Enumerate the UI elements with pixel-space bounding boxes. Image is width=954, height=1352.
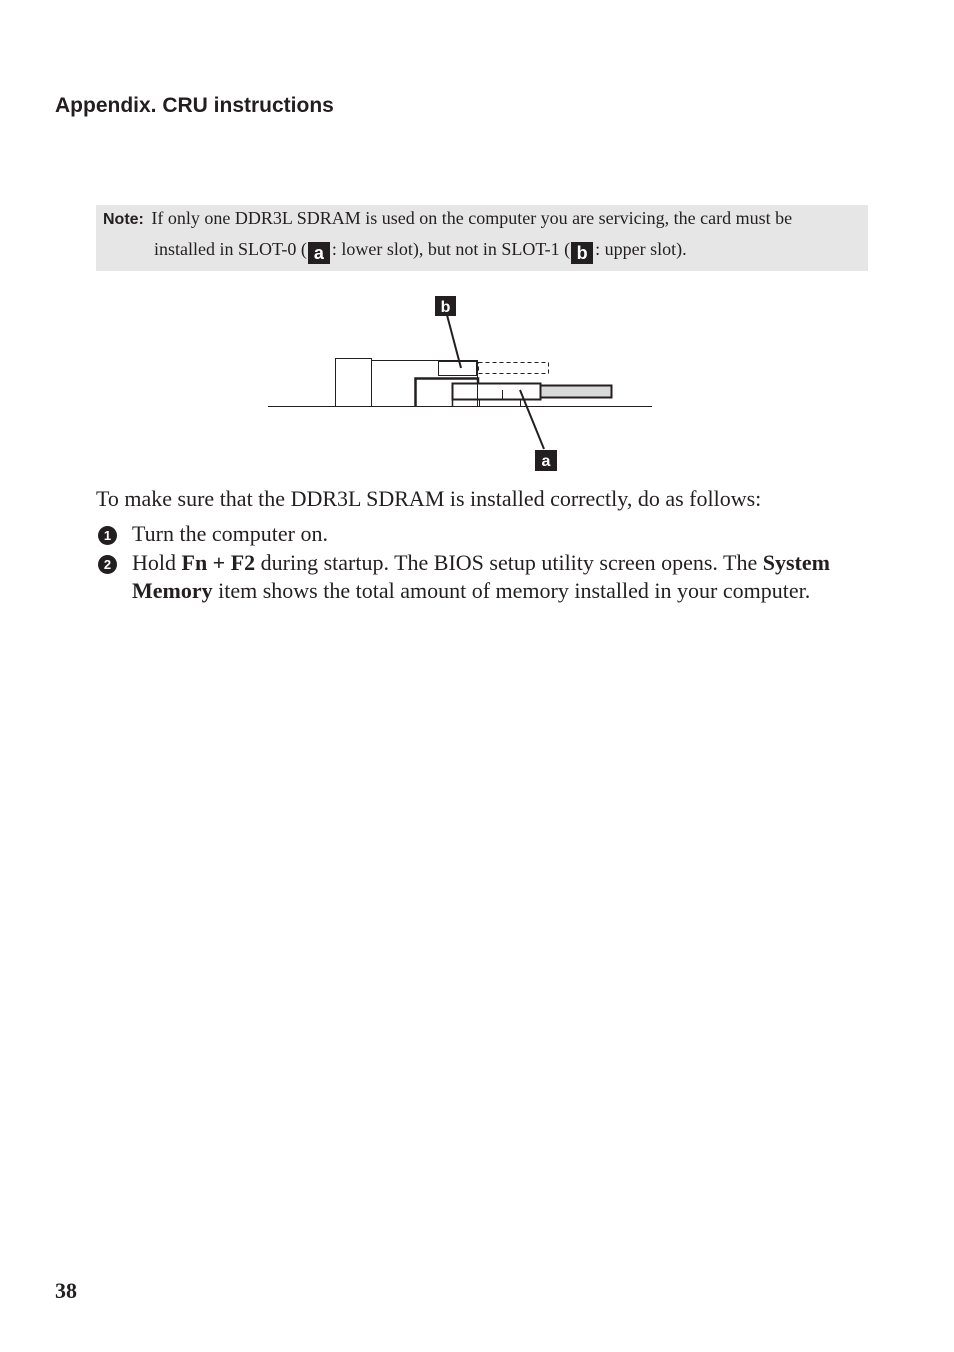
- note-text-2b: : lower slot), but not in SLOT-1 (: [331, 239, 571, 259]
- upper-slot-connector: [439, 362, 477, 376]
- note-box: [96, 205, 868, 271]
- step-number-2-icon: 2: [98, 555, 117, 574]
- section-header: Appendix. CRU instructions: [55, 94, 334, 117]
- step-2-text-a: Hold: [132, 550, 182, 575]
- step-1-text: Turn the computer on.: [132, 521, 328, 546]
- memory-module: [541, 386, 612, 398]
- note-label: Note:: [103, 211, 144, 228]
- badge-b-icon: b: [571, 242, 593, 264]
- step-number-1-icon: 1: [98, 526, 117, 545]
- memory-slot-diagram: [266, 294, 656, 476]
- step-2-item: System Memory: [132, 550, 830, 603]
- chip-block: [480, 400, 521, 407]
- lower-slot-connector: [453, 384, 541, 400]
- step-2-text-b: during startup. The BIOS setup utility screen opens. The: [255, 550, 763, 575]
- note-text-1: If only one DDR3L SDRAM is used on the computer you are servicing, the card must be: [151, 208, 793, 228]
- step-2-key: Fn + F2: [181, 550, 256, 575]
- left-component: [336, 359, 372, 407]
- note-line-2: [154, 239, 687, 264]
- step-2-text: [132, 549, 852, 604]
- note-line-1: [103, 208, 792, 229]
- label-b: b: [440, 299, 451, 316]
- badge-a-icon: a: [308, 242, 330, 264]
- label-a: a: [541, 453, 551, 470]
- page-number: 38: [55, 1278, 77, 1303]
- note-text-2a: installed in SLOT-0 (: [154, 239, 307, 259]
- note-text-2c: : upper slot).: [595, 239, 687, 259]
- step-2-text-c: item shows the total amount of memory installed in your computer.: [212, 577, 811, 603]
- intro-paragraph: To make sure that the DDR3L SDRAM is installed correctly, do as follows:: [96, 486, 762, 511]
- empty-module-dashed: [479, 363, 549, 374]
